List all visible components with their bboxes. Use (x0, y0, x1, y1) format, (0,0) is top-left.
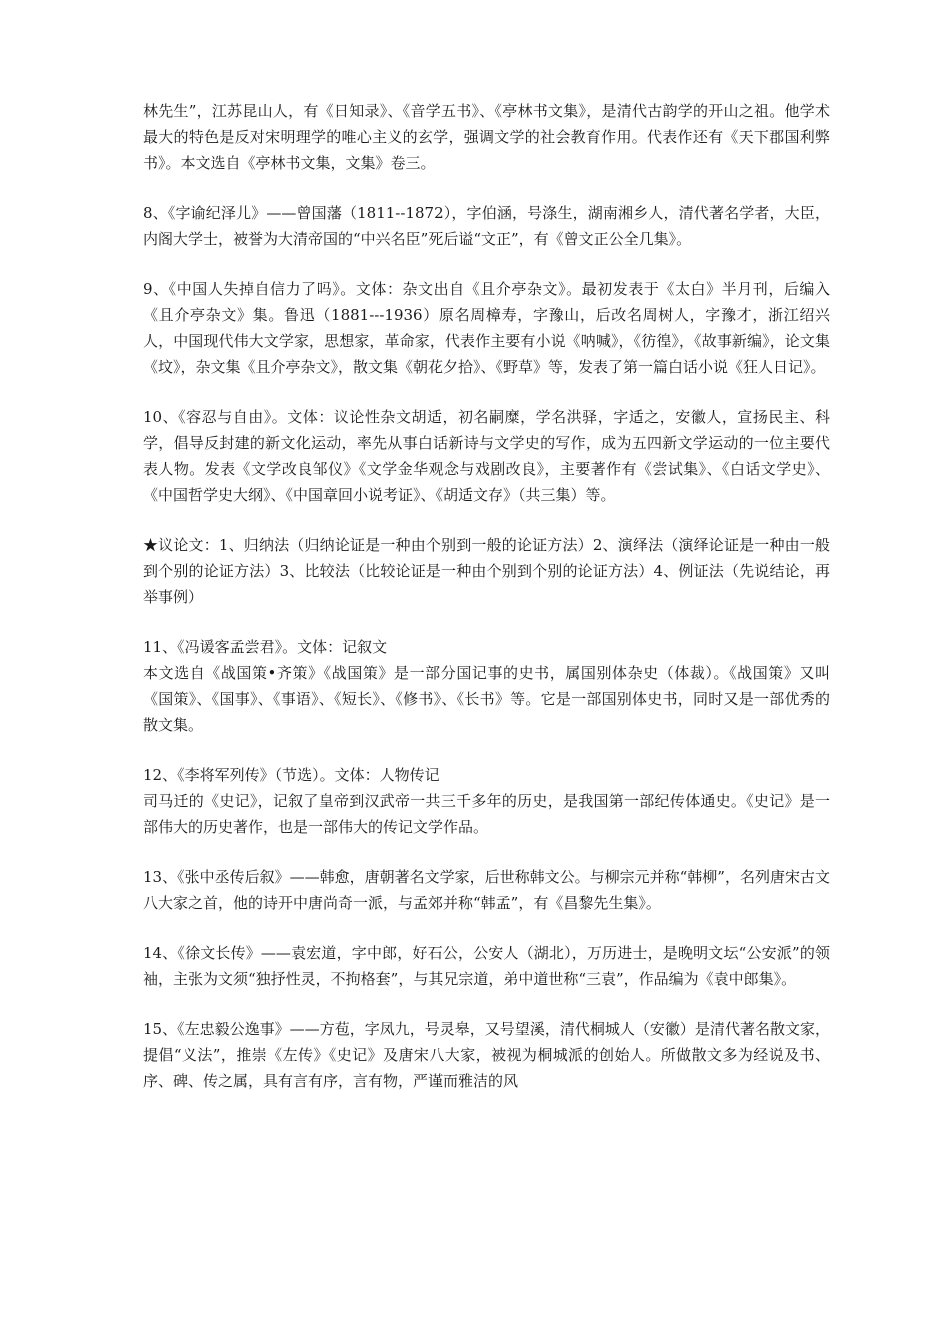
paragraph-text: 10、《容忍与自由》。文体：议论性杂文胡适，初名嗣糜，学名洪驿，字适之，安徽人，宣扬民主、科学，倡导反封建的新文化运动，率先从事白话新诗与文学史的写作，成为五四新文学运动的一位主要代表人物。发表《文学改良邹仪》《文学金华观念与戏剧改良》，主要著作有《尝试集》、《白话文学史》、《中国哲学史大纲》、《中国章回小说考证》、《胡适文存》（共三集）等。 (143, 408, 830, 504)
item-heading: 11、《冯谖客孟尝君》。文体：记叙文 (143, 638, 388, 656)
paragraph-text: 13、《张中丞传后叙》——韩愈，唐朝著名文学家，后世称韩文公。与柳宗元并称“韩柳”，名列唐宋古文八大家之首，他的诗开中唐尚奇一派，与孟郊并称“韩孟”，有《昌黎先生集》。 (143, 868, 830, 912)
paragraph-text: 9、《中国人失掉自信力了吗》。文体：杂文出自《且介亭杂文》。最初发表于《太白》半月刊，后编入《且介亭杂文》集。鲁迅（1881---1936）原名周樟寿，字豫山，后改名周树人，字豫才，浙江绍兴人，中国现代伟大文学家，思想家，革命家，代表作主要有小说《呐喊》，《彷徨》，《故事新编》，论文集《坟》，杂文集《且介亭杂文》，散文集《朝花夕拾》、《野草》等，发表了第一篇白话小说《狂人日记》。 (143, 280, 830, 376)
paragraph-item-15 (143, 1016, 830, 1094)
paragraph-item-10 (143, 404, 830, 508)
item-heading: 12、《李将军列传》（节选）。文体：人物传记 (143, 766, 440, 784)
paragraph-item-14 (143, 940, 830, 992)
paragraph-text: 司马迁的《史记》，记叙了皇帝到汉武帝一共三千多年的历史，是我国第一部纪传体通史。《史记》是一部伟大的历史著作，也是一部伟大的传记文学作品。 (143, 792, 830, 836)
paragraph-text: 14、《徐文长传》——袁宏道，字中郎，好石公，公安人（湖北），万历进士，是晚明文坛“公安派”的领袖，主张为文须“独抒性灵，不拘格套”，与其兄宗道，弟中道世称“三袁”，作品编为《袁中郎集》。 (143, 944, 830, 988)
paragraph-item-11 (143, 634, 830, 738)
paragraph-gu-yanwu (143, 98, 830, 176)
paragraph-item-13 (143, 864, 830, 916)
paragraph-text: 8、《字谕纪泽儿》——曾国藩（1811--1872），字伯涵，号涤生，湖南湘乡人，清代著名学者，大臣，内阁大学士，被誉为大清帝国的“中兴名臣”死后谥“文正”，有《曾文正公全几集》。 (143, 204, 830, 248)
paragraph-item-12 (143, 762, 830, 840)
paragraph-argument-methods (143, 532, 830, 610)
paragraph-item-9 (143, 276, 830, 380)
paragraph-text: 15、《左忠毅公逸事》——方苞，字凤九，号灵皋，又号望溪，清代桐城人（安徽）是清代著名散文家，提倡“义法”，推崇《左传》《史记》及唐宋八大家，被视为桐城派的创始人。所做散文多为经说及书、序、碑、传之属，具有言有序，言有物，严谨而雅洁的风 (143, 1020, 830, 1090)
paragraph-text: 林先生”，江苏昆山人，有《日知录》、《音学五书》、《亭林书文集》，是清代古韵学的开山之祖。他学术最大的特色是反对宋明理学的唯心主义的玄学，强调文学的社会教育作用。代表作还有《天下郡国利弊书》。本文选自《亭林书文集，文集》卷三。 (143, 102, 830, 172)
paragraph-item-8 (143, 200, 830, 252)
paragraph-text: 本文选自《战国策•齐策》《战国策》是一部分国记事的史书，属国别体杂史（体裁）。《战国策》又叫《国策》、《国事》、《事语》、《短长》、《修书》、《长书》等。它是一部国别体史书，同时又是一部优秀的散文集。 (143, 664, 830, 734)
paragraph-text: ★议论文：1、归纳法（归纳论证是一种由个别到一般的论证方法）2、演绎法（演绎论证是一种由一般到个别的论证方法）3、比较法（比较论证是一种由个别到个别的论证方法）4、例证法（先说结论，再举事例） (143, 536, 830, 606)
